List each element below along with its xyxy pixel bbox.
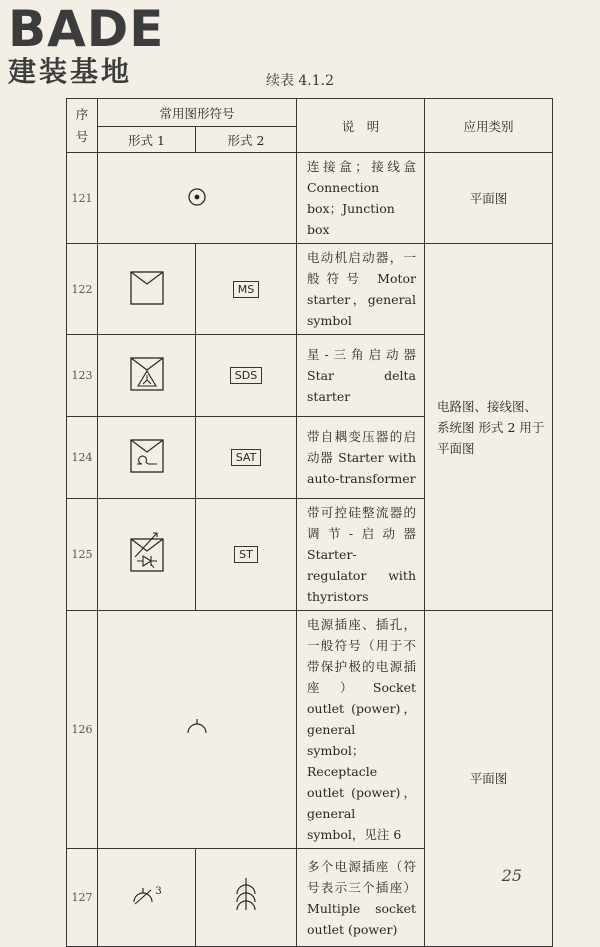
table-row [67,611,553,849]
header-description: 说 明 [297,99,425,153]
symbol-cell [196,417,297,499]
header-symbols: 常用图形符号 [98,99,297,127]
st-label-box: ST [234,546,258,563]
symbol-cell [98,417,196,499]
row-number: 127 [67,849,98,947]
logo-title: BADE [8,0,165,58]
row-number: 121 [67,153,98,244]
row-application-group: 平面图 [425,611,553,947]
row-number: 126 [67,611,98,849]
row-description: 带可控硅整流器的调节-启动器 Starter-regulator with thyristors [297,499,425,611]
row-application-group: 电路图、接线图、系统图 形式 2 用于平面图 [425,244,553,611]
connection-box-icon [186,186,208,208]
symbol-cell [98,335,196,417]
row-number: 123 [67,335,98,417]
header-form2: 形式 2 [196,127,297,153]
row-number: 124 [67,417,98,499]
header-application: 应用类别 [425,99,553,153]
header-num [67,99,98,153]
table-row [67,244,553,335]
symbol-cell [98,849,196,947]
table-caption: 续表 4.1.2 [265,73,335,89]
motor-starter-icon [129,270,165,306]
row-number: 125 [67,499,98,611]
ms-label-box: MS [233,281,259,298]
row-description: 电源插座、插孔，一般符号（用于不带保护极的电源插座）Socket outlet (power)，general symbol；Receptacle outlet (power)，general symbol，见注 6 [297,611,425,849]
symbol-cell [98,244,196,335]
symbol-cell [196,849,297,947]
sds-label-box: SDS [230,367,262,384]
header-num-line1: 序 [75,106,89,122]
symbol-cell [98,153,297,244]
header-form1: 形式 1 [98,127,196,153]
row-description: 电动机启动器，一般符号 Motor starter，general symbol [297,244,425,335]
socket-outlet-icon [185,719,209,737]
row-description: 带自耦变压器的启动器 Starter with auto-transformer [297,417,425,499]
logo-subtitle: 建装基地 [8,55,133,88]
auto-transformer-starter-icon [129,438,165,474]
symbol-cell [98,499,196,611]
header-num-line2: 号 [75,128,89,144]
page-number: 25 [501,866,522,885]
row-description: 星-三角启动器 Star delta starter [297,335,425,417]
symbol-table [66,98,553,947]
symbol-cell [196,499,297,611]
socket-count-superscript: 3 [155,886,162,897]
symbol-cell [98,611,297,849]
symbol-cell [196,335,297,417]
three-sockets-icon [234,878,258,914]
row-number: 122 [67,244,98,335]
star-delta-starter-icon [129,356,165,392]
thyristor-starter-icon [127,531,167,575]
row-description: 多个电源插座（符号表示三个插座）Multiple socket outlet (power) [297,849,425,947]
row-description: 连接盒；接线盒 Connection box；Junction box [297,153,425,244]
table-row [67,153,553,244]
symbol-cell [196,244,297,335]
row-application: 平面图 [425,153,553,244]
multiple-socket-icon [131,886,155,906]
header-row-1 [67,99,553,127]
sat-label-box: SAT [231,449,262,466]
